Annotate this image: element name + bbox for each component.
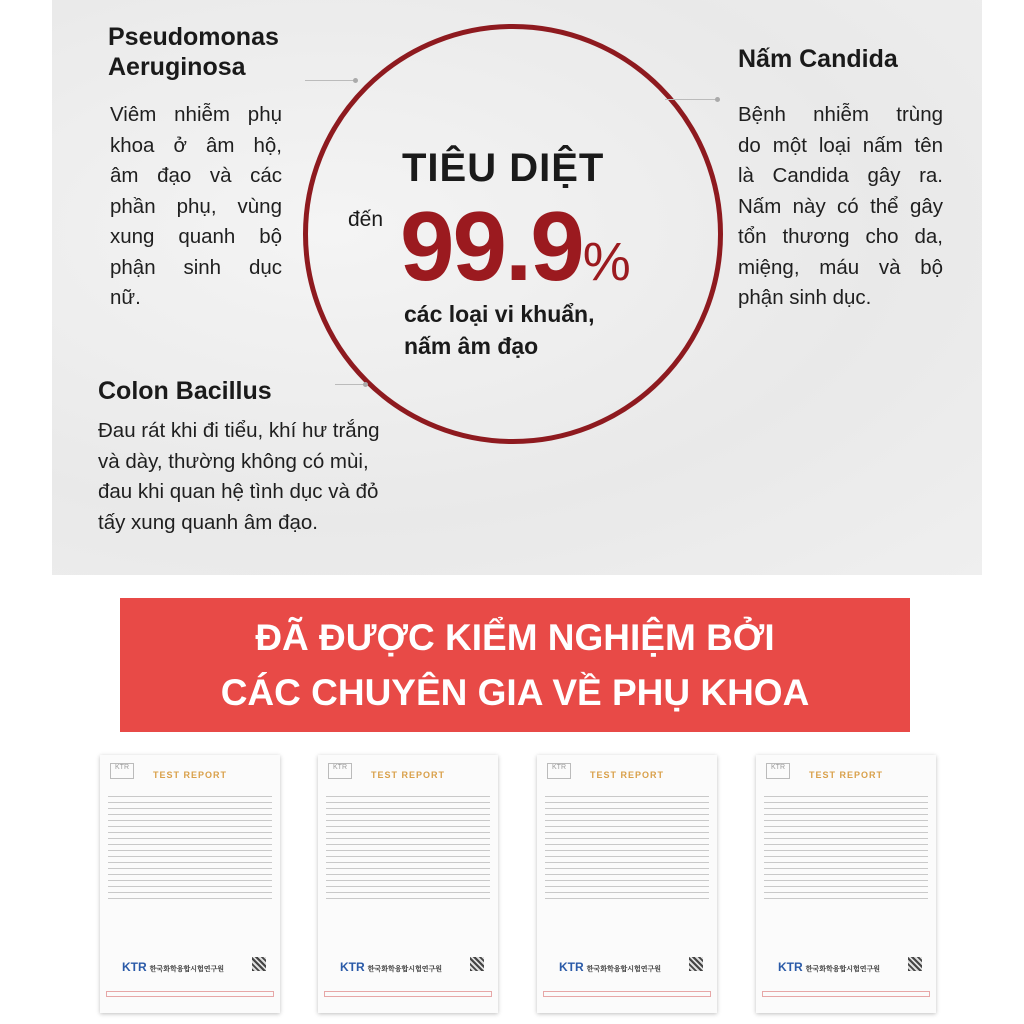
report-footer	[106, 991, 274, 997]
connector-line	[335, 384, 365, 385]
report-brand	[778, 960, 880, 974]
text-line: đau khi quan hệ tình dục và đỏ	[98, 480, 379, 503]
text-line: Viêm nhiễm phụ	[110, 103, 282, 126]
report-logo: KTR	[328, 763, 352, 779]
connector-line	[665, 99, 717, 100]
text-line: Bệnh nhiễm trùng	[738, 103, 943, 126]
report-table	[108, 791, 272, 901]
qr-code-icon	[470, 957, 484, 971]
test-report-image	[318, 755, 498, 1013]
report-footer	[543, 991, 711, 997]
brand-subtitle: 한국화학융합시험연구원	[805, 966, 881, 973]
kill-rate-value: 99.9	[400, 191, 583, 301]
text-line: tấy xung quanh âm đạo.	[98, 510, 318, 534]
brand-subtitle: 한국화학융합시험연구원	[367, 966, 443, 973]
report-title: TEST REPORT	[370, 770, 445, 780]
text-line: Đau rát khi đi tiểu, khí hư trắng	[98, 419, 380, 442]
qr-code-icon	[908, 957, 922, 971]
brand-name: KTR	[340, 960, 365, 974]
test-report-image	[756, 755, 936, 1013]
title-line: Aeruginosa	[108, 53, 246, 81]
test-report-image	[100, 755, 280, 1013]
kill-rate-unit: %	[582, 232, 631, 292]
qr-code-icon	[252, 957, 266, 971]
text-line: là Candida gây ra.	[738, 164, 943, 187]
text-line: âm đạo và các	[110, 164, 282, 187]
headline: TIÊU DIỆT	[402, 146, 605, 190]
brand-name: KTR	[559, 960, 584, 974]
report-table	[545, 791, 709, 901]
report-logo: KTR	[766, 763, 790, 779]
text-line: xung quanh bộ	[110, 225, 282, 248]
report-footer	[762, 991, 930, 997]
text-line: và dày, thường không có mùi,	[98, 449, 369, 473]
text-line: tổn thương cho da,	[738, 225, 943, 248]
text-line: khoa ở âm hộ,	[110, 133, 282, 157]
text-line: nấm âm đạo	[404, 333, 539, 359]
text-line: phận sinh dục	[110, 255, 282, 279]
headline-prefix: đến	[348, 208, 384, 231]
brand-subtitle: 한국화학융합시험연구원	[149, 966, 225, 973]
text-line: miệng, máu và bộ	[738, 255, 943, 279]
text-line: do một loại nấm tên	[738, 133, 943, 157]
title-line: Pseudomonas	[108, 23, 279, 51]
connector-line	[305, 80, 355, 81]
text-line: các loại vi khuẩn,	[404, 301, 595, 327]
report-brand	[559, 960, 661, 974]
candida-title: Nấm Candida	[738, 45, 898, 73]
brand-subtitle: 한국화학융합시험연구원	[586, 966, 662, 973]
report-table	[326, 791, 490, 901]
colon-bacillus-title: Colon Bacillus	[98, 377, 272, 405]
report-table	[764, 791, 928, 901]
pseudomonas-title	[108, 22, 279, 82]
report-title: TEST REPORT	[152, 770, 227, 780]
text-line: nữ.	[110, 286, 141, 309]
report-brand	[340, 960, 442, 974]
brand-name: KTR	[122, 960, 147, 974]
pseudomonas-description	[110, 100, 282, 314]
banner-line: CÁC CHUYÊN GIA VỀ PHỤ KHOA	[220, 672, 810, 713]
text-line: phận sinh dục.	[738, 286, 872, 309]
report-logo: KTR	[547, 763, 571, 779]
report-title: TEST REPORT	[808, 770, 883, 780]
kill-rate	[400, 191, 631, 312]
qr-code-icon	[689, 957, 703, 971]
candida-description	[738, 100, 943, 314]
report-footer	[324, 991, 492, 997]
report-brand	[122, 960, 224, 974]
colon-bacillus-description	[98, 416, 380, 538]
test-report-image	[537, 755, 717, 1013]
report-title: TEST REPORT	[589, 770, 664, 780]
text-line: phần phụ, vùng	[110, 194, 282, 218]
banner-line: ĐÃ ĐƯỢC KIỂM NGHIỆM BỞI	[255, 617, 775, 658]
headline-subtitle	[404, 298, 594, 362]
brand-name: KTR	[778, 960, 803, 974]
report-logo: KTR	[110, 763, 134, 779]
certification-banner	[120, 598, 910, 732]
text-line: Nấm này có thể gây	[738, 194, 943, 218]
